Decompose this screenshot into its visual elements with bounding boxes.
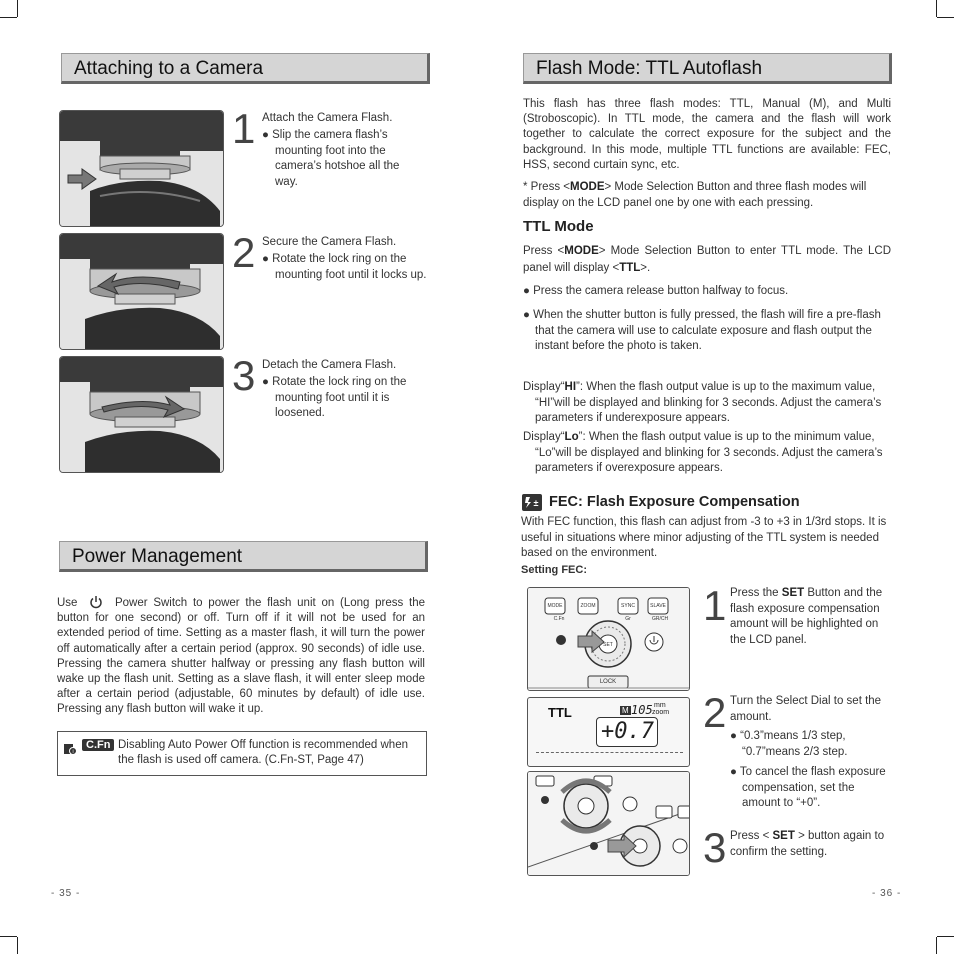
step-1-photo [59, 110, 224, 227]
lcd-m-badge: M [622, 706, 629, 715]
section-title: Attaching to a Camera [74, 58, 264, 79]
fec-step-3-number: 3 [703, 824, 727, 871]
lo-b: Lo [564, 431, 579, 443]
power-icon [89, 595, 103, 609]
crop-mark [937, 936, 954, 937]
mode-note-c: > Mode Selection Button and three flash modes will display on the LCD panel one by one with each pressing. [523, 181, 867, 209]
step-3-photo [59, 356, 224, 473]
step-3-number: 3 [232, 352, 256, 399]
fec-paragraph: With FEC function, this flash can adjust from -3 to +3 in 1/3rd stops. It is useful in situations where minor adjusting of the TTL system is needed based on the environment. [521, 516, 887, 559]
fec-step-2-text: Turn the Select Dial to set the amount. [730, 695, 882, 723]
setting-fec-label: Setting FEC: [521, 564, 587, 576]
fec-icon [522, 494, 542, 511]
intro-paragraph: This flash has three flash modes: TTL, Manual (M), and Multi (Stroboscopic). In TTL mode, the camera and the flash will work together to calculate the correct exposure for the subject and the background. In this mode, multiple TTL functions are available: FEC, HSS, second curtain sync, etc. [523, 98, 891, 171]
fec-step-1-c: Button and the flash exposure compensation amount will be highlighted on the LCD panel. [730, 587, 883, 646]
power-para-text: Power Switch to power the flash unit on (Long press the button for one second) or off. Turn off if it will not be used for an extended period of time. Setting as a master flash, it will turn the power off automatically after a certain period (approx. 90 seconds) of idle use. Pressing the camera shutter halfway or pressing any flash button will wake up the flash unit. Setting as a slave flash, it will enter sleep mode after a certain period (adjustable, 60 minutes by default) of idle use. Pressing any flash button will wake it up. [57, 597, 426, 716]
fec-step-3-panel [527, 771, 690, 876]
ttl-p1e: >. [640, 262, 651, 274]
fec-heading: FEC: Flash Exposure Compensation [549, 494, 800, 510]
step-2-bullet: ● Rotate the lock ring on the mounting foot until it locks up. [262, 253, 427, 281]
slave-button-label: SLAVE [650, 603, 666, 609]
cfn-sub-label: C.Fn [553, 616, 565, 622]
fec-step-3-b: SET [772, 830, 795, 842]
step-2-number: 2 [232, 229, 256, 276]
mode-note-b: MODE [569, 181, 605, 193]
ttl-paragraph [523, 243, 891, 277]
section-heading-attach [61, 53, 430, 84]
crop-mark [0, 936, 17, 937]
lcd-scale [536, 752, 683, 753]
ttl-p1c: > Mode Selection Button to enter TTL mode. The LCD panel will display < [523, 245, 892, 274]
ttl-p1d: TTL [619, 262, 641, 274]
sync-button-label: SYNC [621, 603, 635, 609]
fec-step-1-b: SET [781, 587, 805, 599]
gr-sub-label: Gr [625, 616, 631, 622]
fec-step-1-a: Press the [730, 587, 782, 599]
page-number-left: - 35 - [51, 888, 81, 899]
fec-step-2-bullet-1: ● “0.3”means 1/3 step, “0.7”means 2/3 step. [730, 730, 848, 758]
svg-text:i: i [72, 749, 74, 755]
fec-step-2-number: 2 [703, 689, 727, 736]
crop-mark [936, 937, 937, 954]
display-hi [523, 380, 900, 427]
lcd-ttl: TTL [548, 705, 572, 720]
ttl-p1b: MODE [564, 245, 599, 257]
lcd-mm: mm [654, 702, 666, 709]
fec-step-1-number: 1 [703, 582, 727, 629]
lock-label: LOCK [599, 679, 617, 685]
lcd-value-box [596, 717, 658, 747]
display-lo [523, 430, 900, 477]
step-2-photo [59, 233, 224, 350]
crop-mark [0, 17, 17, 18]
step-1-title: Attach the Camera Flash. [262, 112, 393, 124]
hi-c: ”: When the flash output value is up to the maximum value, “HI”will be displayed and blinking for 3 seconds. Adjust the camera’s parameters if underexposure appears. [535, 381, 882, 424]
mode-note-a: * Press < [523, 181, 570, 193]
crop-mark [17, 937, 18, 954]
fec-step-3-a: Press < [730, 830, 773, 842]
fec-step-1-panel [527, 587, 690, 691]
crop-mark [937, 17, 954, 18]
step-3-title: Detach the Camera Flash. [262, 359, 397, 371]
mode-note [523, 180, 893, 211]
lcd-fec-value: +0.7 [601, 719, 654, 744]
fec-step-2-bullet-2: ● To cancel the flash exposure compensation, set the amount to “+0”. [730, 766, 886, 809]
lcd-zoom-value: 105 [631, 703, 653, 717]
step-2-title: Secure the Camera Flash. [262, 236, 397, 248]
section-heading-flash-mode [523, 53, 892, 84]
section-title: Power Management [72, 546, 243, 567]
grch-sub-label: GR/CH [651, 616, 669, 622]
ttl-p1a: Press < [523, 245, 565, 257]
section-title: Flash Mode: TTL Autoflash [536, 58, 763, 79]
fec-step-3-text [730, 829, 890, 860]
lcd-zoom: zoom [652, 709, 670, 716]
cfn-tag: C.Fn [82, 739, 114, 751]
info-icon [63, 741, 77, 755]
ttl-bullet-2: ● When the shutter button is fully pressed, the flash will fire a pre-flash that the camera will use to calculate exposure and flash output the instant before the photo is taken. [523, 309, 881, 352]
fec-step-1-text [730, 586, 892, 648]
fec-lcd-panel [527, 697, 690, 767]
fec-step-3-c: > button again to confirm the setting. [730, 830, 885, 858]
hi-a: Display“ [523, 381, 565, 393]
note-text: Disabling Auto Power Off function is recommended when the flash is used off camera. (C.Fn-ST, Page 47) [118, 739, 408, 766]
power-paragraph [57, 595, 425, 718]
crop-mark [17, 0, 18, 17]
page-number-right: - 36 - [872, 888, 902, 899]
step-3-bullet: ● Rotate the lock ring on the mounting foot until it is loosened. [262, 376, 407, 419]
set-label: SET [603, 642, 613, 648]
mode-button-label: MODE [547, 603, 563, 609]
step-1-number: 1 [232, 105, 256, 152]
lo-a: Display“ [523, 431, 565, 443]
step-1-bullet: ● Slip the camera flash’s mounting foot into the camera’s hotshoe all the way. [262, 129, 400, 188]
ttl-heading: TTL Mode [523, 218, 594, 235]
hi-b: HI [564, 381, 577, 393]
crop-mark [936, 0, 937, 17]
lo-c: ”: When the flash output value is up to the minimum value, “Lo”will be displayed and blinking for 3 seconds. Adjust the camera’s parameters if overexposure appears. [535, 431, 883, 474]
section-heading-power [59, 541, 428, 572]
svg-text:±: ± [533, 498, 539, 508]
power-para-prefix: Use [57, 597, 78, 609]
note-box [57, 731, 427, 776]
ttl-bullet-1: ● Press the camera release button halfway to focus. [523, 285, 789, 297]
zoom-button-label: ZOOM [580, 603, 596, 609]
